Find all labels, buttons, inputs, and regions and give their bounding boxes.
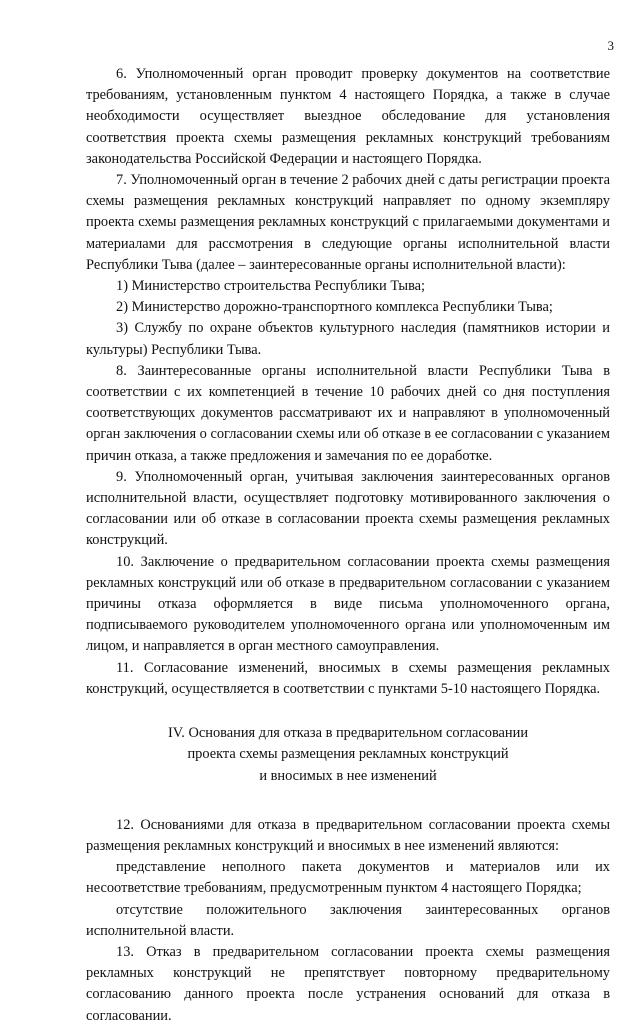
paragraph-6: 6. Уполномоченный орган проводит проверку документов на соответствие требованиям, установленным пунктом 4 настоящего Порядка, а также в случае необходимости осуществляет выездное обследование для установления соответствия проекта схемы размещения рекламных конструкций требованиям законодательства Российской Федерации и настоящего Порядка. [86,66,610,167]
paragraph-7: 7. Уполномоченный орган в течение 2 рабочих дней с даты регистрации проекта схемы размещения рекламных конструкций направляет по одному экземпляру проекта схемы размещения рекламных конструкций с прилагаемыми документами и материалами для рассмотрения в следующие органы исполнительной власти Республики Тыва (далее – заинтересованные органы исполнительной власти): [86,172,610,273]
paragraph-11: 11. Согласование изменений, вносимых в схемы размещения рекламных конструкций, осуществляется в соответствии с пунктами 5-10 настоящего Порядка. [86,659,610,697]
list-item-1: 1) Министерство строительства Республики Тыва; [116,278,426,295]
reason-incomplete-documents: представление неполного пакета документов и материалов или их несоответствие требованиям, предусмотренным пунктом 4 настоящего Порядка; [86,859,610,897]
document-body [86,64,610,1027]
list-item-3: 3) Службу по охране объектов культурного наследия (памятников истории и культуры) Республики Тыва. [86,320,610,358]
reason-no-positive-conclusion: отсутствие положительного заключения заинтересованных органов исполнительной власти. [86,901,610,939]
paragraph-8: 8. Заинтересованные органы исполнительной власти Республики Тыва в соответствии с их компетенцией в течение 10 рабочих дней со дня поступления соответствующих документов рассматривают их и направляют в уполномоченный орган заключения о согласовании схемы или об отказе в ее согласовании с указанием причин отказа, а также предложения и замечания по ее доработке. [86,362,610,464]
page-number: 3 [607,38,614,53]
section-heading-line-1: IV. Основания для отказа в предварительном согласовании [167,725,529,742]
paragraph-10: 10. Заключение о предварительном согласовании проекта схемы размещения рекламных конструкций или об отказе в предварительном согласовании с указанием причины отказа оформляется в виде письма уполномоченного органа, подписываемого руководителем уполномоченного органа или уполномоченным им лицом, и направляется в орган местного самоуправления. [86,553,610,655]
section-heading-line-3: и вносимых в нее изменений [259,767,437,784]
paragraph-13: 13. Отказ в предварительном согласовании проекта схемы размещения рекламных конструкций не препятствует повторному предварительному согласованию данного проекта после устранения оснований для отказа в согласовании. [86,943,610,1024]
paragraph-9: 9. Уполномоченный орган, учитывая заключения заинтересованных органов исполнительной власти, осуществляет подготовку мотивированного заключения о согласовании или об отказе в согласовании проекта схемы размещения рекламных конструкций. [86,468,610,549]
paragraph-12: 12. Основаниями для отказа в предварительном согласовании проекта схемы размещения рекламных конструкций и вносимых в нее изменений являются: [86,816,610,854]
section-heading-line-2: проекта схемы размещения рекламных конструкций [187,746,509,763]
section-heading [86,723,610,787]
list-item-2: 2) Министерство дорожно-транспортного комплекса Республики Тыва; [116,299,553,316]
